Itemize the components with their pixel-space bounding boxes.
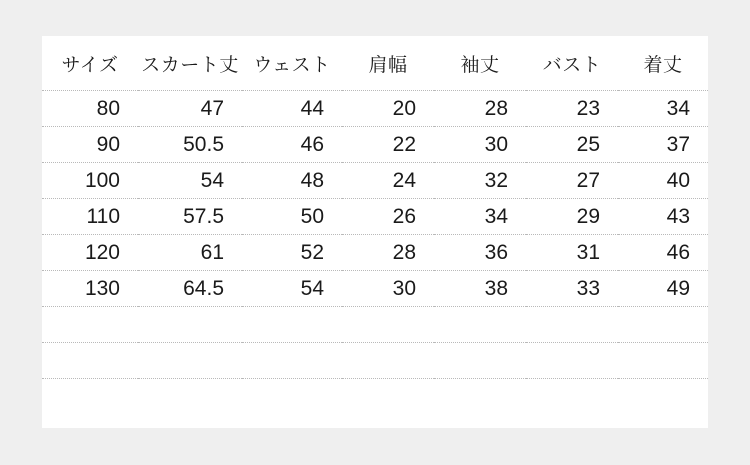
cell-shoulder-width: 22 (342, 127, 434, 163)
cell-garment-length: 43 (618, 199, 708, 235)
cell-waist: 50 (242, 199, 342, 235)
cell-garment-length: 40 (618, 163, 708, 199)
column-header-waist: ウェスト (242, 36, 342, 91)
cell-empty (526, 307, 618, 343)
cell-shoulder-width: 20 (342, 91, 434, 127)
cell-garment-length: 49 (618, 271, 708, 307)
cell-bust: 33 (526, 271, 618, 307)
column-header-bust: バスト (526, 36, 618, 91)
cell-sleeve-length: 38 (434, 271, 526, 307)
table-row (42, 127, 708, 163)
cell-size: 130 (42, 271, 138, 307)
cell-size: 80 (42, 91, 138, 127)
cell-waist: 54 (242, 271, 342, 307)
cell-shoulder-width: 28 (342, 235, 434, 271)
table-row (42, 91, 708, 127)
cell-size: 110 (42, 199, 138, 235)
cell-shoulder-width: 26 (342, 199, 434, 235)
cell-waist: 44 (242, 91, 342, 127)
cell-shoulder-width: 24 (342, 163, 434, 199)
table-row (42, 271, 708, 307)
column-header-sleeve-length: 袖丈 (434, 36, 526, 91)
table-row-empty (42, 343, 708, 379)
cell-bust: 23 (526, 91, 618, 127)
cell-sleeve-length: 30 (434, 127, 526, 163)
cell-waist: 48 (242, 163, 342, 199)
cell-skirt-length: 50.5 (138, 127, 242, 163)
cell-size: 90 (42, 127, 138, 163)
cell-empty (138, 307, 242, 343)
cell-empty (242, 307, 342, 343)
table-row (42, 163, 708, 199)
cell-garment-length: 46 (618, 235, 708, 271)
cell-empty (618, 307, 708, 343)
cell-waist: 46 (242, 127, 342, 163)
cell-empty (342, 343, 434, 379)
cell-sleeve-length: 34 (434, 199, 526, 235)
table-body (42, 91, 708, 379)
cell-skirt-length: 64.5 (138, 271, 242, 307)
cell-skirt-length: 61 (138, 235, 242, 271)
size-chart-table (42, 36, 708, 379)
column-header-size: サイズ (42, 36, 138, 91)
cell-bust: 27 (526, 163, 618, 199)
cell-empty (526, 343, 618, 379)
cell-empty (618, 343, 708, 379)
cell-size: 120 (42, 235, 138, 271)
cell-empty (42, 343, 138, 379)
cell-bust: 25 (526, 127, 618, 163)
column-header-shoulder-width: 肩幅 (342, 36, 434, 91)
cell-waist: 52 (242, 235, 342, 271)
cell-bust: 31 (526, 235, 618, 271)
cell-skirt-length: 57.5 (138, 199, 242, 235)
column-header-skirt-length: スカート丈 (138, 36, 242, 91)
column-header-garment-length: 着丈 (618, 36, 708, 91)
table-header (42, 36, 708, 91)
table-header-row (42, 36, 708, 91)
cell-garment-length: 37 (618, 127, 708, 163)
cell-sleeve-length: 28 (434, 91, 526, 127)
cell-sleeve-length: 36 (434, 235, 526, 271)
table-row (42, 235, 708, 271)
cell-skirt-length: 54 (138, 163, 242, 199)
cell-empty (434, 307, 526, 343)
cell-empty (138, 343, 242, 379)
table-row-empty (42, 307, 708, 343)
cell-empty (342, 307, 434, 343)
cell-garment-length: 34 (618, 91, 708, 127)
cell-size: 100 (42, 163, 138, 199)
cell-shoulder-width: 30 (342, 271, 434, 307)
cell-empty (42, 307, 138, 343)
cell-sleeve-length: 32 (434, 163, 526, 199)
cell-skirt-length: 47 (138, 91, 242, 127)
cell-bust: 29 (526, 199, 618, 235)
cell-empty (242, 343, 342, 379)
table-row (42, 199, 708, 235)
cell-empty (434, 343, 526, 379)
